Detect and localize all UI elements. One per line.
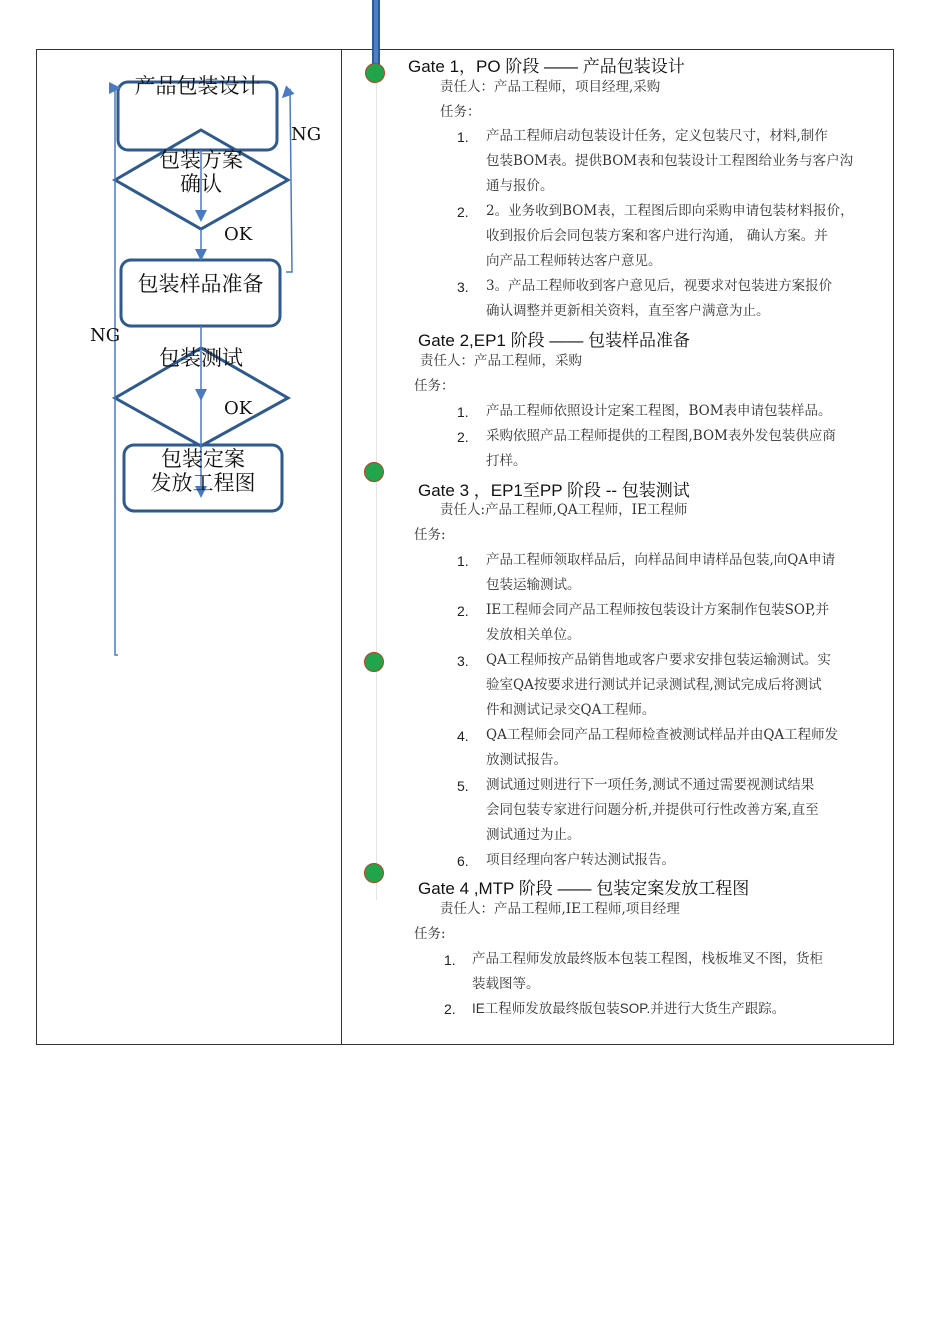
flow-ng-label-1: NG	[291, 124, 322, 145]
gate-3-task-2-line-2: 发放相关单位。	[486, 627, 581, 643]
gate-3-task-5-num: 5.	[457, 778, 469, 794]
gate-3-task-3-num: 3.	[457, 653, 469, 669]
gate-4-marker	[364, 863, 384, 883]
flow-ok-label-2: OK	[224, 398, 253, 419]
flow-step-design-label: 产品包装设计	[134, 74, 261, 98]
gate-3-task-5-line-2: 会同包装专家进行问题分析,并提供可行性改善方案,直至	[486, 802, 819, 818]
flow-step-sample-label: 包装样品准备	[137, 272, 264, 296]
gate-3-task-5-line-3: 测试通过为止。	[486, 827, 581, 843]
gate-1-marker	[365, 63, 385, 83]
gate-3-task-label: 任务:	[414, 527, 446, 543]
gate-4-task-1-line-2: 装载图等。	[472, 976, 540, 992]
flow-decision-confirm-label-1: 包装方案	[159, 148, 243, 172]
flow-decision-confirm-label-2: 确认	[180, 172, 222, 196]
gate-3-task-1-line-2: 包装运输测试。	[486, 577, 581, 593]
gate-3-task-3-line-2: 验室QA按要求进行测试并记录测试程,测试完成后将测试	[486, 677, 822, 693]
gate-3-task-4-line-2: 放测试报告。	[486, 752, 567, 768]
gate-2-task-1-num: 1.	[457, 404, 469, 420]
flow-ok-label-1: OK	[224, 224, 253, 245]
flow-decision-test-label: 包装测试	[159, 346, 243, 370]
gate-1-task-1-line-3: 通与报价。	[486, 178, 554, 194]
gate-3-task-4-line-1: QA工程师会同产品工程师检查被测试样品并由QA工程师发	[486, 727, 839, 743]
gate-3-task-2-num: 2.	[457, 603, 469, 619]
gate-3-task-5-line-1: 测试通过则进行下一项任务,测试不通过需要视测试结果	[486, 777, 815, 793]
gate-1-task-3-line-2: 确认调整并更新相关资料，直至客户满意为止。	[486, 303, 770, 319]
gate-3-task-3-line-1: QA工程师按产品销售地或客户要求安排包装运输测试。实	[486, 652, 831, 668]
gate-3-marker	[364, 652, 384, 672]
gate-4-task-1-line-1: 产品工程师发放最终版本包装工程图，栈板堆叉不图，货柜	[472, 951, 823, 967]
gate-1-task-2-line-3: 向产品工程师转达客户意见。	[486, 253, 662, 269]
gate-2-task-1-line-1: 产品工程师依照设计定案工程图，BOM表申请包装样品。	[486, 403, 832, 419]
gate-2-marker	[364, 462, 384, 482]
gate-3-task-3-line-3: 件和测试记录交QA工程师。	[486, 702, 656, 718]
gate-1-task-1-line-2: 包装BOM表。提供BOM表和包装设计工程图给业务与客户沟	[486, 153, 854, 169]
gate-1-task-2-line-2: 收到报价后会同包装方案和客户进行沟通， 确认方案。并	[486, 228, 828, 244]
gate-2-task-2-num: 2.	[457, 429, 469, 445]
gate-1-task-label: 任务：	[440, 104, 481, 120]
gate-4-owner: 责任人：产品工程师,IE工程师,项目经理	[440, 901, 680, 917]
gate-1-task-1-line-1: 产品工程师启动包装设计任务，定义包装尺寸，材料,制作	[486, 128, 828, 144]
flow-ng-label-2: NG	[90, 325, 121, 346]
gate-1-task-2-num: 2.	[457, 204, 469, 220]
gate-1-task-1-num: 1.	[457, 129, 469, 145]
gate-2-task-2-line-2: 打样。	[486, 453, 527, 469]
gate-4-task-label: 任务:	[414, 926, 446, 942]
gate-4-title: Gate 4 ,MTP 阶段 —— 包装定案发放工程图	[418, 879, 750, 898]
gate-2-title: Gate 2,EP1 阶段 —— 包装样品准备	[418, 331, 691, 350]
gate-2-owner: 责任人：产品工程师，采购	[420, 353, 582, 369]
gate-3-owner: 责任人:产品工程师,QA工程师，IE工程师	[440, 502, 688, 518]
gate-3-task-6-num: 6.	[457, 853, 469, 869]
gate-1-title: Gate 1，PO 阶段 —— 产品包装设计	[408, 57, 685, 76]
gate-3-title: Gate 3 ，EP1至PP 阶段 -- 包装测试	[418, 481, 690, 500]
gate-4-task-1-num: 1.	[444, 952, 456, 968]
gate-1-task-3-line-1: 3。产品工程师收到客户意见后，视要求对包装进方案报价	[486, 278, 833, 294]
gate-3-task-2-line-1: IE工程师会同产品工程师按包装设计方案制作包装SOP,并	[486, 602, 830, 618]
gate-4-task-2-num: 2.	[444, 1001, 456, 1017]
gate-3-task-1-line-1: 产品工程师领取样品后，向样品间申请样品包装,向QA申请	[486, 552, 836, 568]
gate-2-task-2-line-1: 采购依照产品工程师提供的工程图,BOM表外发包装供应商	[486, 428, 836, 444]
gate-3-task-1-num: 1.	[457, 553, 469, 569]
gate-1-owner: 责任人：产品工程师，项目经理,采购	[440, 79, 661, 95]
flow-step-release-label-1: 包装定案	[161, 447, 245, 471]
gate-3-task-6-line-1: 项目经理向客户转达测试报告。	[486, 852, 675, 868]
gate-1-task-2-line-1: 2。业务收到BOM表，工程图后即向采购申请包装材料报价，	[486, 203, 854, 219]
flow-ng-loop-2	[115, 88, 118, 655]
flow-step-release-label-2: 发放工程图	[150, 471, 256, 495]
gate-3-task-4-num: 4.	[457, 728, 469, 744]
timeline-line	[376, 70, 377, 900]
gate-2-task-label: 任务：	[414, 378, 455, 394]
gate-4-task-2-line-1: IE工程师发放最终版包装SOP.并进行大货生产跟踪。	[472, 1001, 786, 1016]
gate-1-task-3-num: 3.	[457, 279, 469, 295]
